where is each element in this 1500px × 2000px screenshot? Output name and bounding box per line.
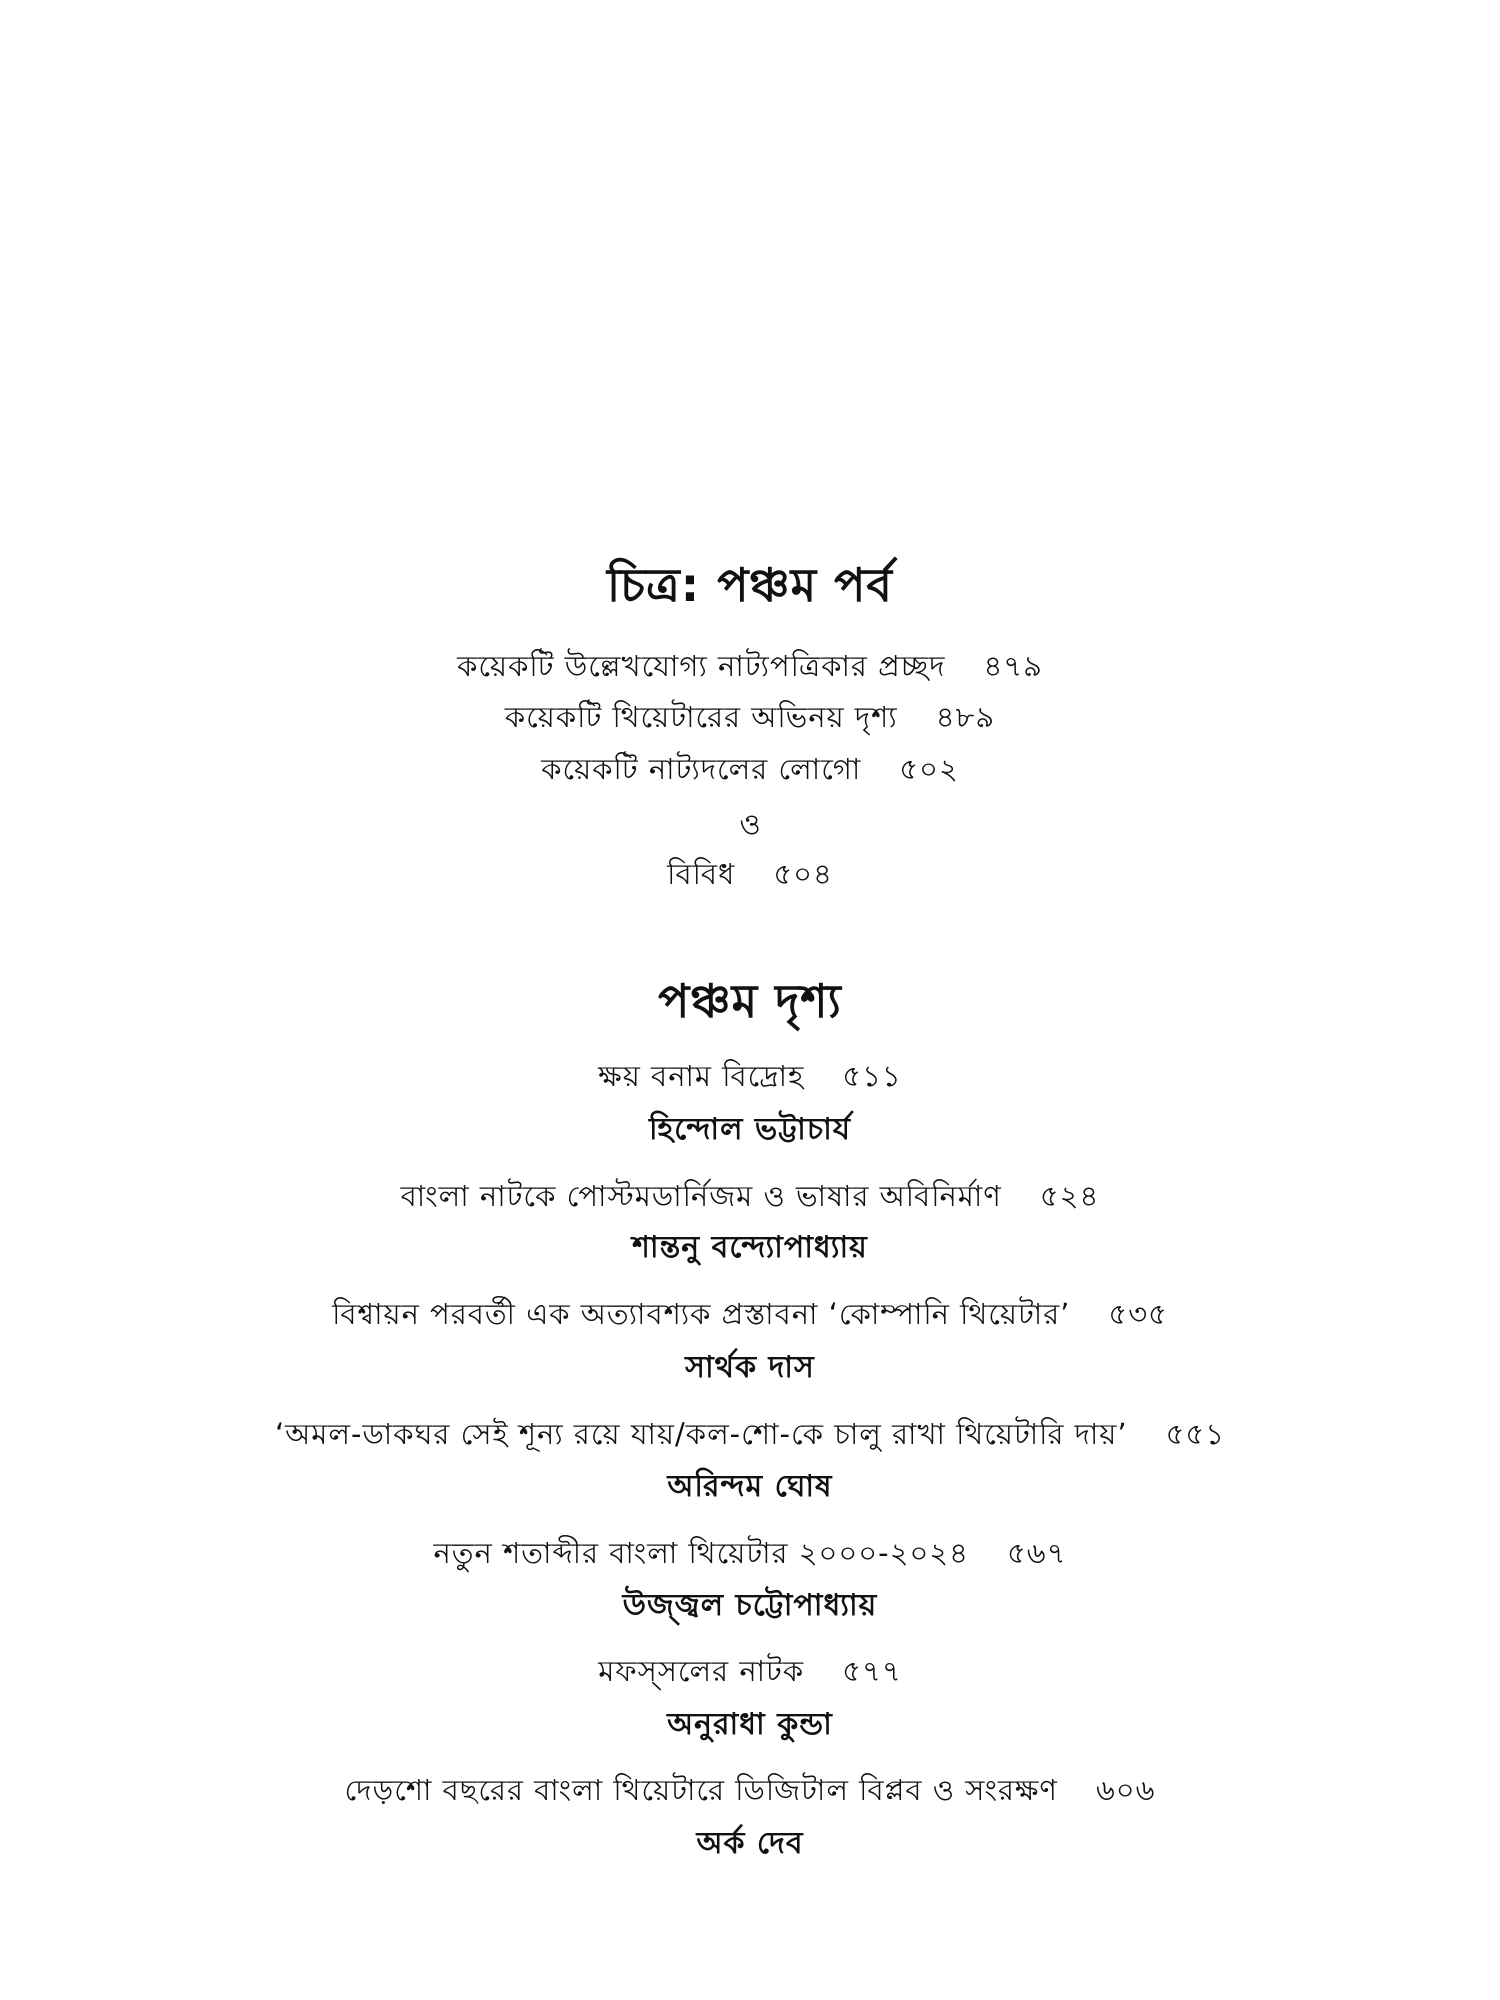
conjunction-label: ও bbox=[739, 807, 761, 841]
article-title-line bbox=[0, 1654, 1500, 1688]
entry-title: কয়েকটি নাট্যদলের লোগো bbox=[541, 752, 862, 786]
toc-entry bbox=[0, 752, 1500, 786]
article-title: মফস্‌সলের নাটক bbox=[598, 1654, 805, 1688]
article-page-number: ৫১১ bbox=[842, 1059, 902, 1093]
article-author bbox=[0, 1826, 1500, 1861]
article-page-number: ৫৩৫ bbox=[1108, 1297, 1168, 1331]
author-name: অর্ক দেব bbox=[696, 1826, 804, 1861]
section-heading-text: পঞ্চম দৃশ্য bbox=[658, 974, 842, 1028]
section-heading-text: চিত্র: পঞ্চম পর্ব bbox=[607, 558, 893, 612]
article-page-number: ৫৬৭ bbox=[1006, 1536, 1067, 1570]
author-name: শান্তনু বন্দ্যোপাধ্যায় bbox=[632, 1230, 868, 1265]
entry-page-number: ৫০৪ bbox=[773, 857, 833, 891]
article-title-line bbox=[0, 1417, 1500, 1451]
article-title: নতুন শতাব্দীর বাংলা থিয়েটার ২০০০-২০২৪ bbox=[433, 1536, 969, 1570]
author-name: অরিন্দম ঘোষ bbox=[667, 1469, 833, 1504]
article-author bbox=[0, 1230, 1500, 1265]
article-page-number: ৫৫১ bbox=[1165, 1417, 1226, 1451]
article-author bbox=[0, 1350, 1500, 1385]
toc-entry bbox=[0, 700, 1500, 734]
article-title-line bbox=[0, 1179, 1500, 1213]
article-page-number: ৬০৬ bbox=[1095, 1773, 1156, 1807]
article-author bbox=[0, 1112, 1500, 1147]
article-author bbox=[0, 1707, 1500, 1742]
entry-title: কয়েকটি থিয়েটারের অভিনয় দৃশ্য bbox=[504, 700, 898, 734]
article-title: বিশ্বায়ন পরবর্তী এক অত্যাবশ্যক প্রস্তাবনা ‘কোম্পানি থিয়েটার’ bbox=[332, 1297, 1071, 1331]
author-name: উজ্জ্বল চট্টোপাধ্যায় bbox=[622, 1588, 878, 1623]
section-heading-pictures bbox=[0, 558, 1500, 612]
article-author bbox=[0, 1469, 1500, 1504]
article-title-line bbox=[0, 1536, 1500, 1570]
article-title: ক্ষয় বনাম বিদ্রোহ bbox=[598, 1059, 805, 1093]
entry-page-number: ৪৮৯ bbox=[935, 700, 996, 734]
author-name: হিন্দোল ভট্টাচার্য bbox=[648, 1112, 852, 1147]
entry-page-number: ৫০২ bbox=[899, 752, 959, 786]
article-page-number: ৫২৪ bbox=[1039, 1179, 1100, 1213]
article-title-line bbox=[0, 1773, 1500, 1807]
conjunction-text bbox=[0, 807, 1500, 841]
author-name: অনুরাধা কুন্ডা bbox=[667, 1707, 833, 1742]
entry-title: বিবিধ bbox=[667, 857, 736, 891]
article-page-number: ৫৭৭ bbox=[842, 1654, 902, 1688]
article-title-line bbox=[0, 1059, 1500, 1093]
article-title-line bbox=[0, 1297, 1500, 1331]
author-name: সার্থক দাস bbox=[685, 1350, 815, 1385]
article-title: ‘অমল-ডাকঘর সেই শূন্য রয়ে যায়/কল-শো-কে চালু রাখা থিয়েটারি দায়’ bbox=[274, 1417, 1128, 1451]
entry-title: কয়েকটি উল্লেখযোগ্য নাট্যপত্রিকার প্রচ্ছদ bbox=[457, 649, 946, 683]
article-title: দেড়শো বছরের বাংলা থিয়েটারে ডিজিটাল বিপ্লব ও সংরক্ষণ bbox=[344, 1773, 1058, 1807]
section-heading-fifth-scene bbox=[0, 974, 1500, 1028]
article-title: বাংলা নাটকে পোস্টমডার্নিজম ও ভাষার অবিনির্মাণ bbox=[400, 1179, 1002, 1213]
entry-page-number: ৪৭৯ bbox=[983, 649, 1043, 683]
article-author bbox=[0, 1588, 1500, 1623]
toc-entry bbox=[0, 857, 1500, 891]
toc-entry bbox=[0, 649, 1500, 683]
